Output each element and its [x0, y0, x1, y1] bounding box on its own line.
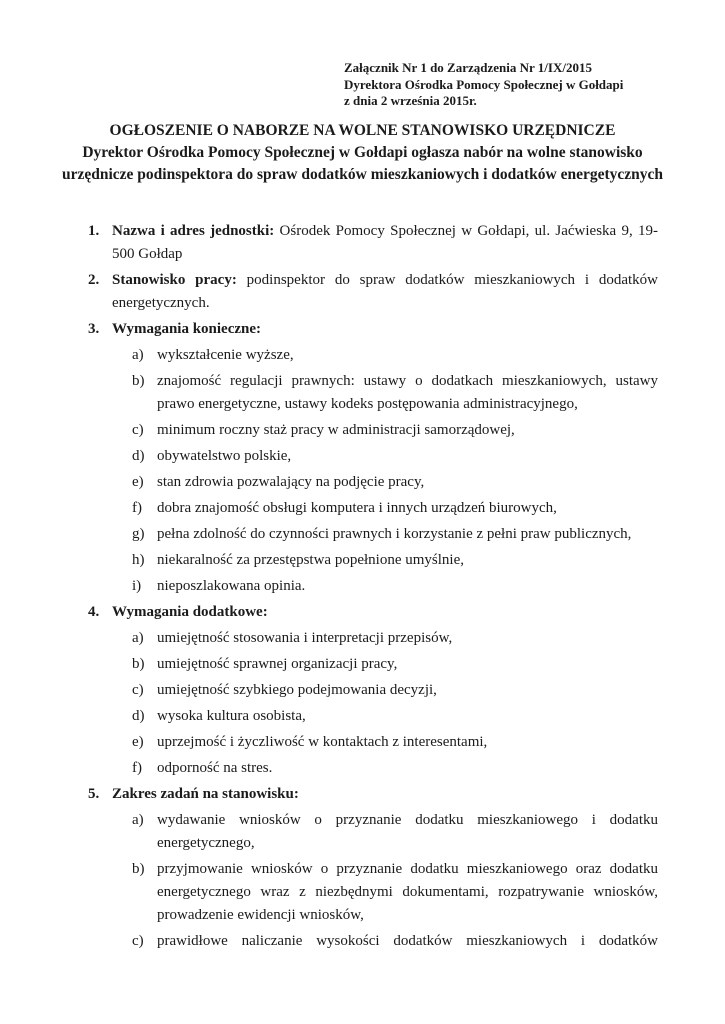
sub-item-letter: e) — [132, 474, 144, 490]
sub-item-text: dobra znajomość obsługi komputera i innych urządzeń biurowych, — [157, 500, 557, 516]
item-label: Stanowisko pracy: — [112, 272, 237, 288]
sub-item-text: minimum roczny staż pracy w administracji samorządowej, — [157, 422, 515, 438]
list-item — [88, 269, 658, 315]
item-label: Zakres zadań na stanowisku: — [112, 786, 299, 802]
sub-item-letter: b) — [132, 373, 145, 389]
sub-item — [132, 575, 658, 598]
sub-item-letter: f) — [132, 500, 142, 516]
letterhead-line: Załącznik Nr 1 do Zarządzenia Nr 1/IX/2015 — [344, 60, 592, 75]
list-item — [88, 318, 658, 598]
sub-item-text: pełna zdolność do czynności prawnych i korzystanie z pełni praw publicznych, — [157, 526, 632, 542]
sub-item — [132, 731, 658, 754]
list-item — [88, 220, 658, 266]
item-number: 3. — [88, 321, 100, 337]
sub-item-text: obywatelstwo polskie, — [157, 448, 292, 464]
letterhead-line: z dnia 2 września 2015r. — [344, 93, 477, 108]
sub-item-letter: i) — [132, 578, 142, 594]
list-item — [88, 783, 658, 953]
item-row — [88, 220, 658, 266]
sub-item — [132, 679, 658, 702]
sub-item — [132, 370, 658, 416]
item-label: Nazwa i adres jednostki: — [112, 223, 275, 239]
sub-item-letter: c) — [132, 933, 144, 949]
sub-item-letter: a) — [132, 812, 144, 828]
sub-item-letter: a) — [132, 630, 144, 646]
sub-item-text: stan zdrowia pozwalający na podjęcie pracy, — [157, 474, 425, 490]
sub-item-letter: b) — [132, 656, 145, 672]
sub-item-text: przyjmowanie wniosków o przyznanie dodatku mieszkaniowego oraz dodatku energetycznego wraz z niezbędnymi dokumentami, rozpatrywanie wniosków, prowadzenie ewidencji wniosków, — [157, 861, 658, 923]
item-row — [88, 269, 658, 315]
sub-item — [132, 809, 658, 855]
sub-item — [132, 757, 658, 780]
item-number: 5. — [88, 786, 100, 802]
sub-item — [132, 653, 658, 676]
item-paragraph — [112, 783, 658, 806]
sub-item-letter: c) — [132, 682, 144, 698]
sub-list — [88, 809, 658, 953]
item-paragraph — [112, 601, 658, 624]
sub-item-letter: d) — [132, 708, 145, 724]
sub-item — [132, 523, 658, 546]
sub-item-text: nieposzlakowana opinia. — [157, 578, 306, 594]
sub-list — [88, 627, 658, 780]
sub-item — [132, 627, 658, 650]
sub-item-text: umiejętność szybkiego podejmowania decyzji, — [157, 682, 437, 698]
sub-item-text: wysoka kultura osobista, — [157, 708, 306, 724]
sub-item-text: odporność na stres. — [157, 760, 273, 776]
sub-item-letter: h) — [132, 552, 145, 568]
sub-item — [132, 497, 658, 520]
sub-item-text: niekaralność za przestępstwa popełnione umyślnie, — [157, 552, 464, 568]
item-paragraph — [112, 220, 658, 266]
document-title — [40, 120, 685, 186]
item-number: 4. — [88, 604, 100, 620]
item-number: 1. — [88, 223, 100, 239]
item-body-text: podinspektor do spraw dodatków mieszkaniowych i dodatków energetycznych. — [112, 272, 659, 311]
letterhead-line: Dyrektora Ośrodka Pomocy Społecznej w Gołdapi — [344, 76, 624, 92]
sub-item-letter: d) — [132, 448, 145, 464]
sub-item-text: uprzejmość i życzliwość w kontaktach z interesentami, — [157, 734, 488, 750]
item-label: Wymagania dodatkowe: — [112, 604, 268, 620]
sub-item — [132, 471, 658, 494]
sub-list — [88, 344, 658, 598]
item-label: Wymagania konieczne: — [112, 321, 262, 337]
sub-item-text: umiejętność stosowania i interpretacji przepisów, — [157, 630, 453, 646]
letterhead — [344, 60, 623, 110]
sub-item — [132, 445, 658, 468]
sub-item-letter: c) — [132, 422, 144, 438]
sub-item-text: znajomość regulacji prawnych: ustawy o dodatkach mieszkaniowych, ustawy prawo energetyczne, ustawy kodeks postępowania administracyjnego, — [157, 373, 658, 412]
item-paragraph — [112, 269, 658, 315]
sub-item-letter: a) — [132, 347, 144, 363]
item-row — [88, 601, 658, 624]
sub-item — [132, 930, 658, 953]
sub-item — [132, 419, 658, 442]
sub-item-letter: b) — [132, 861, 145, 877]
title-line: Dyrektor Ośrodka Pomocy Społecznej w Gołdapi ogłasza nabór na wolne stanowisko — [82, 144, 643, 161]
sub-item-text: wykształcenie wyższe, — [157, 347, 294, 363]
items-list — [88, 220, 658, 956]
item-body-text: Ośrodek Pomocy Społecznej w Gołdapi, ul. Jaćwieska 9, 19-500 Gołdap — [112, 223, 659, 262]
list-item — [88, 601, 658, 780]
item-row — [88, 783, 658, 806]
sub-item-text: wydawanie wniosków o przyznanie dodatku mieszkaniowego i dodatku energetycznego, — [157, 812, 658, 851]
sub-item-letter: f) — [132, 760, 142, 776]
sub-item-letter: g) — [132, 526, 145, 542]
sub-item — [132, 549, 658, 572]
sub-item — [132, 344, 658, 367]
sub-item-text: umiejętność sprawnej organizacji pracy, — [157, 656, 398, 672]
item-row — [88, 318, 658, 341]
item-paragraph — [112, 318, 658, 341]
sub-item-text: prawidłowe naliczanie wysokości dodatków mieszkaniowych i dodatków — [157, 933, 658, 949]
title-line: OGŁOSZENIE O NABORZE NA WOLNE STANOWISKO URZĘDNICZE — [109, 122, 616, 139]
sub-item — [132, 858, 658, 927]
item-number: 2. — [88, 272, 100, 288]
title-line: urzędnicze podinspektora do spraw dodatków mieszkaniowych i dodatków energetycznych — [61, 166, 664, 183]
sub-item — [132, 705, 658, 728]
sub-item-letter: e) — [132, 734, 144, 750]
